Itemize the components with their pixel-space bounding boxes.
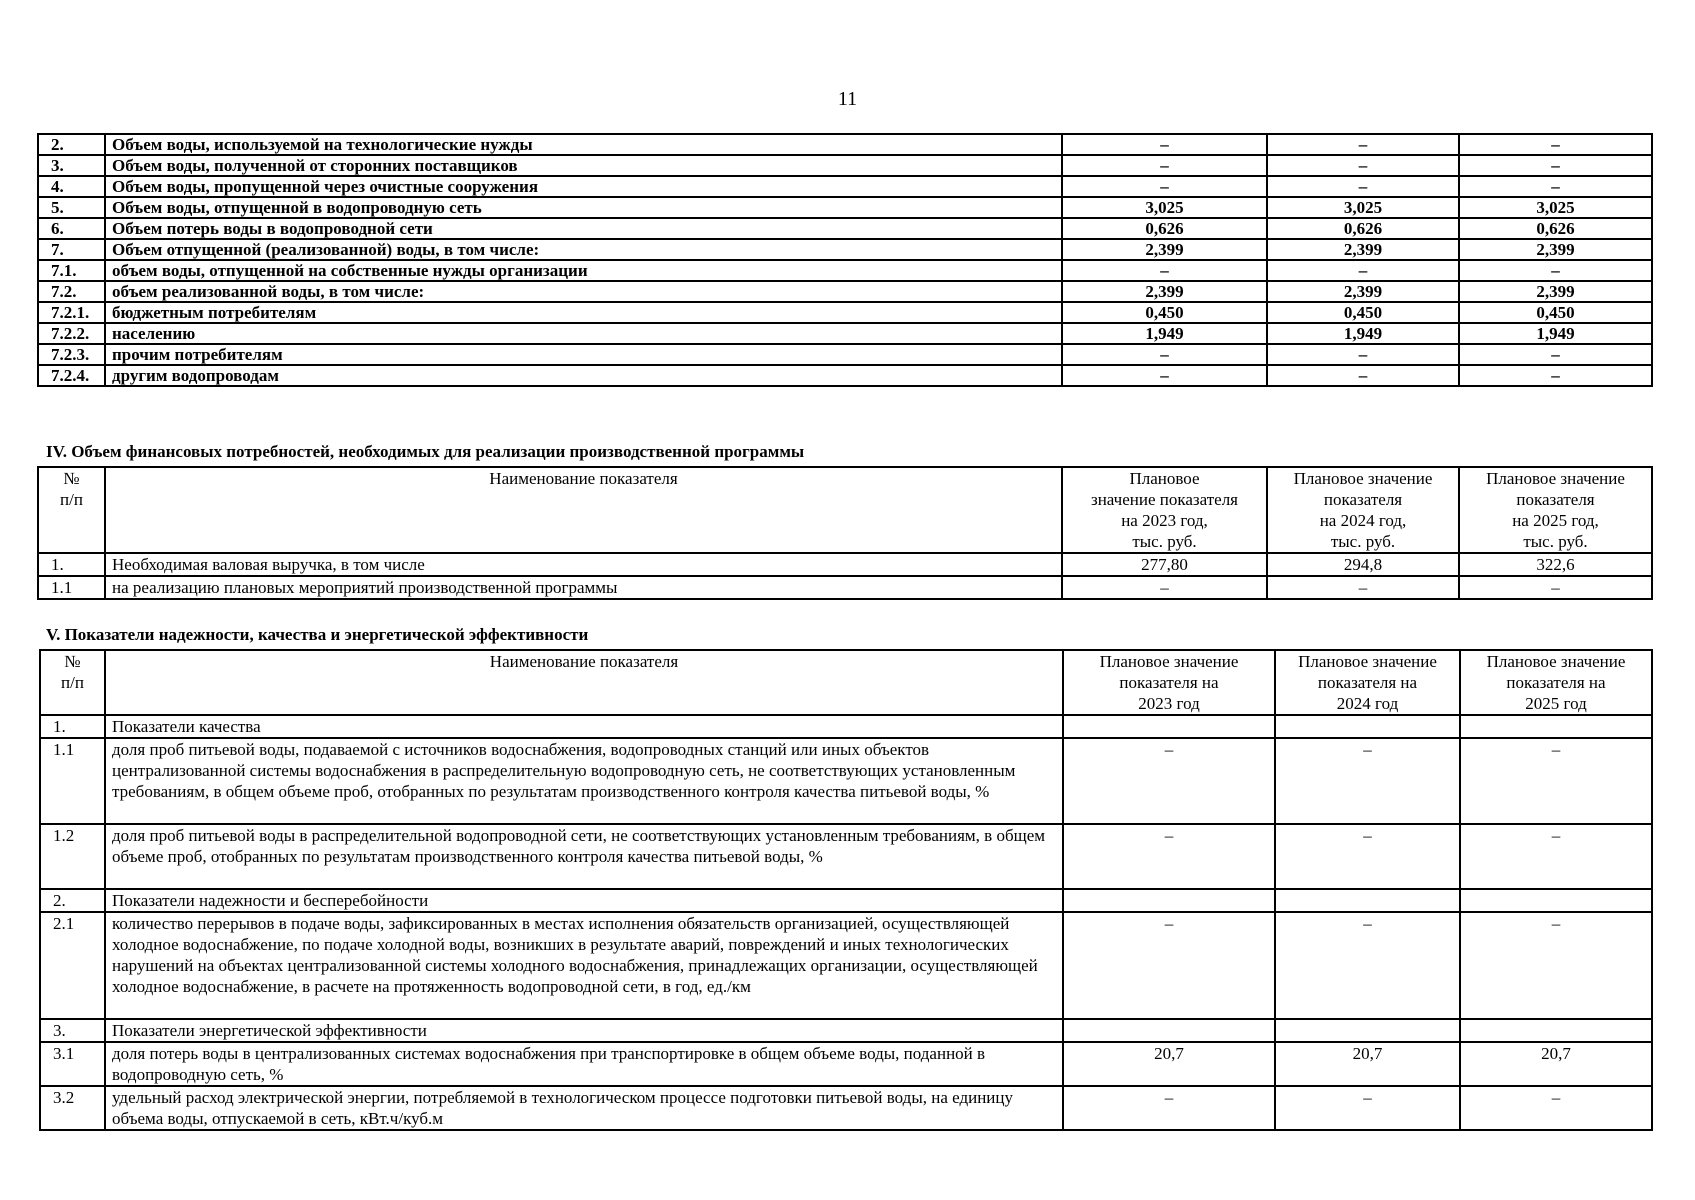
value-2025: –	[1460, 824, 1652, 889]
row-name: количество перерывов в подаче воды, зафиксированных в местах исполнения обязательств организацией, осуществляющей холодное водоснабжение, по подаче холодной воды, возникших в результате аварий, повреждений и иных технологических нарушений на объектах централизованной системы холодного водоснабжения, принадлежащих организации, осуществляющей холодное водоснабжение, в расчете на протяженность водопроводной сети, в год, ед./км	[105, 912, 1063, 1019]
row-name: Необходимая валовая выручка, в том числе	[105, 553, 1062, 576]
value-2023: –	[1063, 912, 1275, 1019]
value-2024	[1275, 1019, 1460, 1042]
value-2025: –	[1459, 344, 1652, 365]
value-2025: –	[1459, 260, 1652, 281]
row-number: 7.2.4.	[38, 365, 105, 386]
column-header-2025: Плановое значение показателя на 2025 год	[1460, 650, 1652, 715]
row-number: 1.1	[40, 738, 105, 824]
value-2024: –	[1267, 176, 1459, 197]
value-2023: –	[1062, 344, 1267, 365]
row-name: удельный расход электрической энергии, потребляемой в технологическом процессе подготовки питьевой воды, на единицу объема воды, отпускаемой в сеть, кВт.ч/куб.м	[105, 1086, 1063, 1130]
value-2025: 0,450	[1459, 302, 1652, 323]
table-row	[38, 260, 1652, 281]
value-2025: –	[1460, 738, 1652, 824]
table-header-row	[40, 650, 1652, 715]
value-2023: 1,949	[1062, 323, 1267, 344]
value-2024: 3,025	[1267, 197, 1459, 218]
table-row	[38, 344, 1652, 365]
row-number: 7.2.3.	[38, 344, 105, 365]
row-name: Показатели энергетической эффективности	[105, 1019, 1063, 1042]
value-2023: 20,7	[1063, 1042, 1275, 1086]
column-header-name: Наименование показателя	[105, 467, 1062, 553]
value-2025: 322,6	[1459, 553, 1652, 576]
value-2023: –	[1063, 738, 1275, 824]
value-2025: 20,7	[1460, 1042, 1652, 1086]
value-2024: –	[1267, 365, 1459, 386]
value-2024: –	[1275, 824, 1460, 889]
table-row	[38, 365, 1652, 386]
row-name: Объем воды, отпущенной в водопроводную сеть	[105, 197, 1062, 218]
value-2023: 0,450	[1062, 302, 1267, 323]
value-2024: 20,7	[1275, 1042, 1460, 1086]
value-2024: –	[1275, 912, 1460, 1019]
value-2024: 2,399	[1267, 239, 1459, 260]
value-2024: 2,399	[1267, 281, 1459, 302]
row-name: Показатели надежности и бесперебойности	[105, 889, 1063, 912]
row-number: 4.	[38, 176, 105, 197]
value-2024: 0,626	[1267, 218, 1459, 239]
row-name: прочим потребителям	[105, 344, 1062, 365]
table-row	[40, 912, 1652, 1019]
table-row	[40, 715, 1652, 738]
column-header-name: Наименование показателя	[105, 650, 1063, 715]
row-number: 7.1.	[38, 260, 105, 281]
value-2023	[1063, 715, 1275, 738]
table-row	[38, 323, 1652, 344]
table-row	[38, 281, 1652, 302]
row-number: 7.2.2.	[38, 323, 105, 344]
value-2025: 0,626	[1459, 218, 1652, 239]
row-name: другим водопроводам	[105, 365, 1062, 386]
row-number: 3.1	[40, 1042, 105, 1086]
row-name: объем реализованной воды, в том числе:	[105, 281, 1062, 302]
value-2024: –	[1267, 576, 1459, 599]
value-2025: –	[1459, 365, 1652, 386]
row-name: доля потерь воды в централизованных системах водоснабжения при транспортировке в общем объеме воды, поданной в водопроводную сеть, %	[105, 1042, 1063, 1086]
table-row	[38, 302, 1652, 323]
table-row	[38, 218, 1652, 239]
value-2025: 3,025	[1459, 197, 1652, 218]
section-4-title: IV. Объем финансовых потребностей, необходимых для реализации производственной программы	[46, 442, 805, 461]
value-2023: 277,80	[1062, 553, 1267, 576]
row-number: 2.1	[40, 912, 105, 1019]
row-number: 3.	[38, 155, 105, 176]
water-balance-table	[37, 133, 1653, 387]
value-2025: 2,399	[1459, 239, 1652, 260]
value-2023: 2,399	[1062, 239, 1267, 260]
value-2023: 2,399	[1062, 281, 1267, 302]
row-number: 2.	[40, 889, 105, 912]
table-row	[40, 1042, 1652, 1086]
column-header-2024: Плановое значение показателя на 2024 год, тыс. руб.	[1267, 467, 1459, 553]
value-2024	[1275, 715, 1460, 738]
value-2024: –	[1267, 155, 1459, 176]
value-2024: –	[1275, 738, 1460, 824]
table-row	[38, 197, 1652, 218]
row-number: 3.	[40, 1019, 105, 1042]
row-number: 6.	[38, 218, 105, 239]
page-number: 11	[837, 88, 858, 110]
table-row	[40, 738, 1652, 824]
value-2023	[1063, 889, 1275, 912]
table-header-row	[38, 467, 1652, 553]
table-row	[40, 1086, 1652, 1130]
value-2023: 0,626	[1062, 218, 1267, 239]
row-number: 3.2	[40, 1086, 105, 1130]
column-header-number: № п/п	[38, 467, 105, 553]
column-header-number: № п/п	[40, 650, 105, 715]
table-row	[38, 176, 1652, 197]
row-number: 1.2	[40, 824, 105, 889]
row-number: 7.2.	[38, 281, 105, 302]
row-name: Объем воды, полученной от сторонних поставщиков	[105, 155, 1062, 176]
row-name: Объем воды, пропущенной через очистные сооружения	[105, 176, 1062, 197]
value-2024: 1,949	[1267, 323, 1459, 344]
row-name: доля проб питьевой воды, подаваемой с источников водоснабжения, водопроводных станций или иных объектов централизованной системы водоснабжения в распределительную водопроводную сеть, не соответствующих установленным требованиям, в общем объеме проб, отобранных по результатам производственного контроля качества питьевой воды, %	[105, 738, 1063, 824]
row-name: Показатели качества	[105, 715, 1063, 738]
value-2025: –	[1459, 134, 1652, 155]
value-2025	[1460, 1019, 1652, 1042]
value-2023: –	[1063, 1086, 1275, 1130]
value-2025	[1460, 715, 1652, 738]
row-number: 7.2.1.	[38, 302, 105, 323]
value-2023: –	[1063, 824, 1275, 889]
table-row	[40, 889, 1652, 912]
value-2025: 1,949	[1459, 323, 1652, 344]
row-number: 1.1	[38, 576, 105, 599]
table-row	[38, 155, 1652, 176]
financial-needs-table	[37, 466, 1653, 600]
value-2024: –	[1267, 134, 1459, 155]
value-2024	[1275, 889, 1460, 912]
column-header-2025: Плановое значение показателя на 2025 год, тыс. руб.	[1459, 467, 1652, 553]
value-2023: –	[1062, 134, 1267, 155]
table-row	[40, 1019, 1652, 1042]
row-name: бюджетным потребителям	[105, 302, 1062, 323]
table-row	[38, 134, 1652, 155]
value-2023: –	[1062, 155, 1267, 176]
table-row	[38, 553, 1652, 576]
row-name: Объем воды, используемой на технологические нужды	[105, 134, 1062, 155]
row-name: населению	[105, 323, 1062, 344]
column-header-2024: Плановое значение показателя на 2024 год	[1275, 650, 1460, 715]
row-name: Объем потерь воды в водопроводной сети	[105, 218, 1062, 239]
table-row	[38, 576, 1652, 599]
value-2025: 2,399	[1459, 281, 1652, 302]
value-2024: –	[1275, 1086, 1460, 1130]
row-name: объем воды, отпущенной на собственные нужды организации	[105, 260, 1062, 281]
value-2025: –	[1459, 176, 1652, 197]
value-2024: –	[1267, 260, 1459, 281]
table-row	[40, 824, 1652, 889]
value-2023: –	[1062, 365, 1267, 386]
row-number: 7.	[38, 239, 105, 260]
value-2025: –	[1460, 912, 1652, 1019]
value-2024: 294,8	[1267, 553, 1459, 576]
value-2023: –	[1062, 176, 1267, 197]
value-2025	[1460, 889, 1652, 912]
value-2025: –	[1460, 1086, 1652, 1130]
row-name: доля проб питьевой воды в распределительной водопроводной сети, не соответствующих установленным требованиям, в общем объеме проб, отобранных по результатам производственного контроля качества питьевой воды, %	[105, 824, 1063, 889]
value-2025: –	[1459, 576, 1652, 599]
section-5-title: V. Показатели надежности, качества и энергетической эффективности	[46, 625, 589, 644]
row-name: на реализацию плановых мероприятий производственной программы	[105, 576, 1062, 599]
value-2024: 0,450	[1267, 302, 1459, 323]
column-header-2023: Плановое значение показателя на 2023 год, тыс. руб.	[1062, 467, 1267, 553]
row-number: 5.	[38, 197, 105, 218]
value-2023: 3,025	[1062, 197, 1267, 218]
value-2023	[1063, 1019, 1275, 1042]
table-row	[38, 239, 1652, 260]
row-name: Объем отпущенной (реализованной) воды, в том числе:	[105, 239, 1062, 260]
value-2024: –	[1267, 344, 1459, 365]
reliability-quality-table	[39, 649, 1653, 1131]
column-header-2023: Плановое значение показателя на 2023 год	[1063, 650, 1275, 715]
row-number: 2.	[38, 134, 105, 155]
value-2023: –	[1062, 576, 1267, 599]
value-2025: –	[1459, 155, 1652, 176]
value-2023: –	[1062, 260, 1267, 281]
row-number: 1.	[40, 715, 105, 738]
row-number: 1.	[38, 553, 105, 576]
